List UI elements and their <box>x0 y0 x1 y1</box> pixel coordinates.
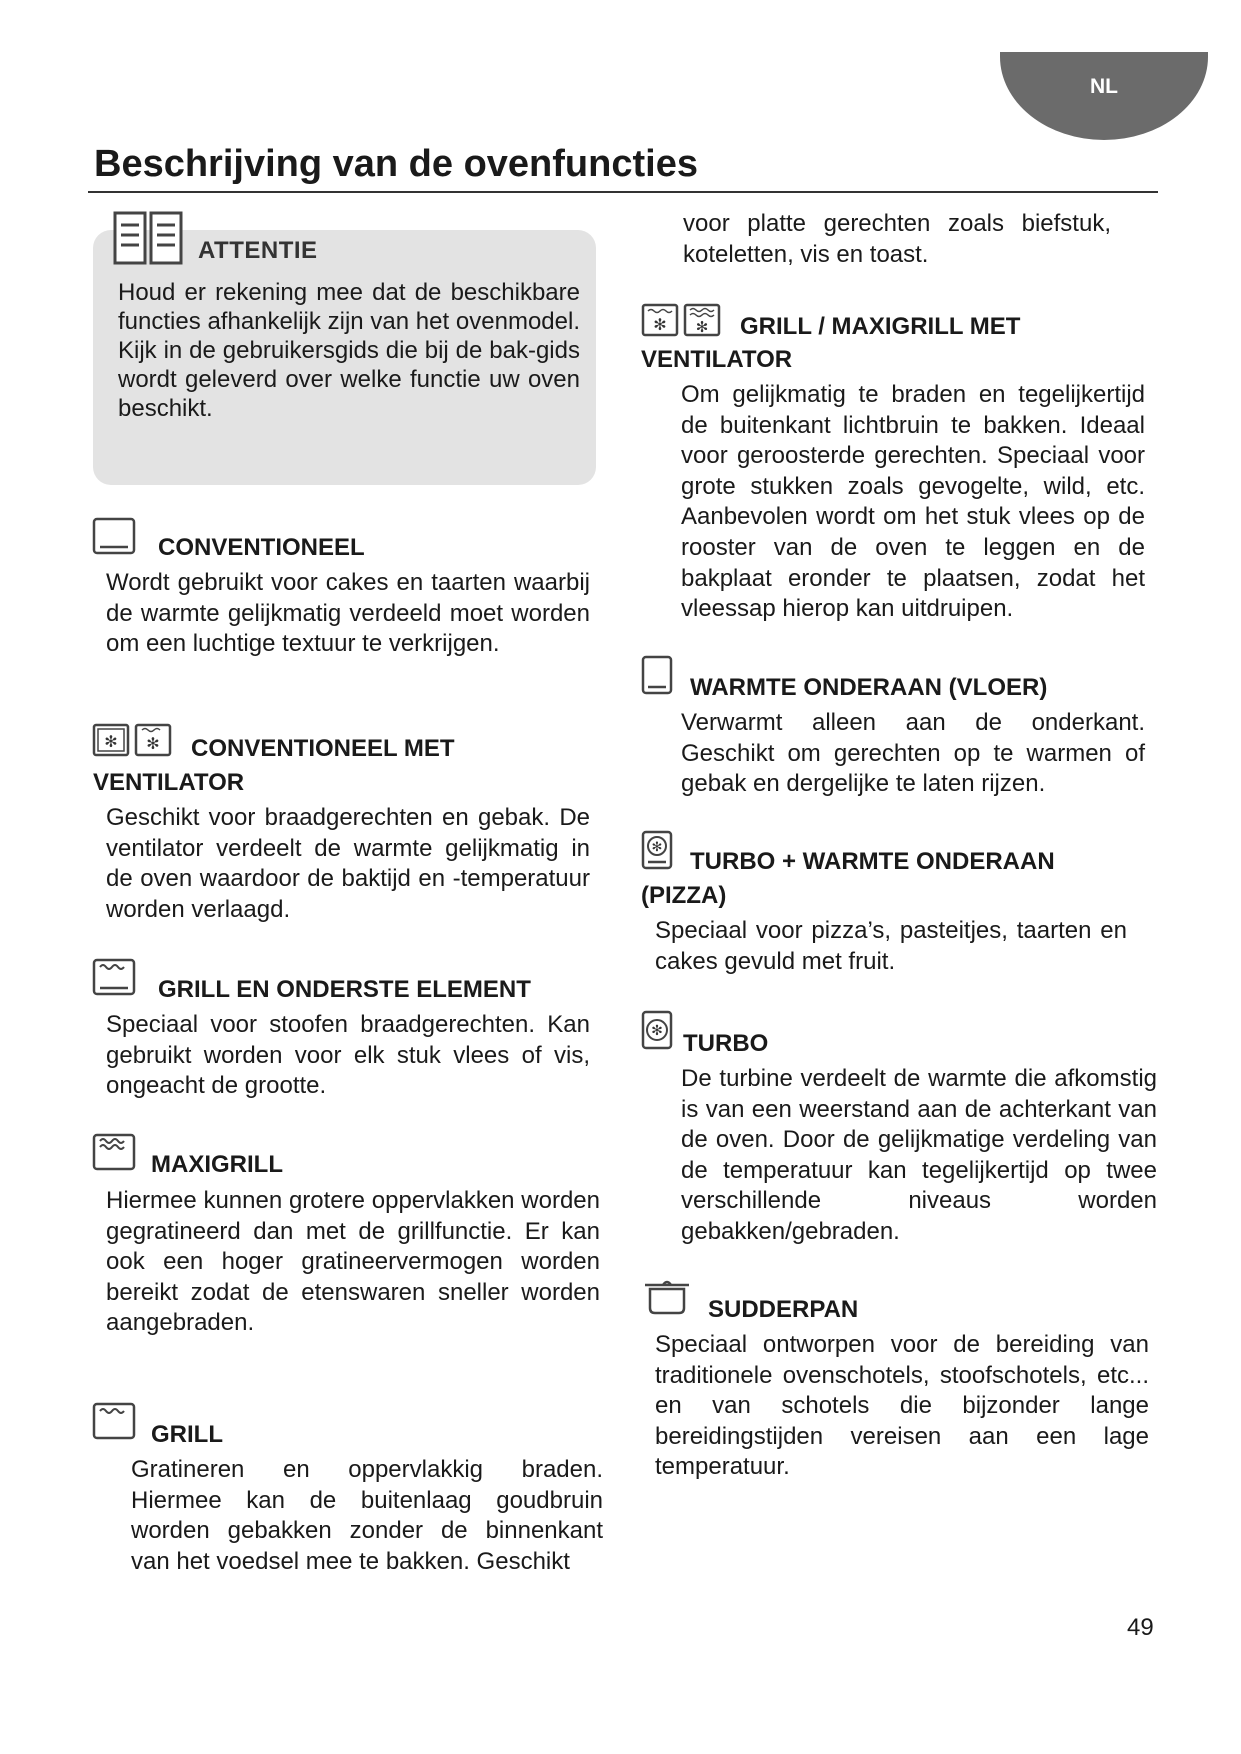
section-text-turbo-pizza: Speciaal voor pizza’s, pasteitjes, taarten en cakes gevuld met fruit. <box>655 917 1127 975</box>
oven-bottom-heat-icon <box>641 655 673 695</box>
attention-text: Houd er rekening mee dat de beschikbare functies afhankelijk zijn van het ovenmodel. Kijk in de gebruikersgids die bij de bak-gids wordt geleverd over welke functie uw oven beschikt. <box>118 279 580 422</box>
section-title-maxigrill: MAXIGRILL <box>151 1151 283 1178</box>
section-title-conventioneel: CONVENTIONEEL <box>158 534 365 561</box>
section-text-turbo: De turbine verdeelt de warmte die afkomstig is van een weerstand aan de achterkant van de oven. Door de gelijkmatige verdeling van de temperatuur kan tegelijkertijd op twee verschillende niveaus worden gebakken/gebraden. <box>681 1065 1157 1245</box>
section-text-maxigrill: Hiermee kunnen grotere oppervlakken worden gegratineerd dan met de grillfunctie. Er kan ook een hoger gratineervermogen worden bereikt zodat de etenswaren sneller worden aangebraden. <box>106 1187 600 1337</box>
svg-text:✻: ✻ <box>695 318 709 336</box>
section-text-conventioneel-ventilator: Geschikt voor braadgerechten en gebak. De ventilator verdeelt de warmte gelijkmatig in de oven waardoor de baktijd en -temperatuur worden verlaagd. <box>106 804 590 923</box>
section-title-warmte-onderaan: WARMTE ONDERAAN (VLOER) <box>690 674 1048 701</box>
svg-text:✻: ✻ <box>146 734 160 753</box>
section-title-turbo-pizza-2: (PIZZA) <box>641 882 727 909</box>
section-text-grill-onderste: Speciaal voor stoofen braadgerechten. Kan gebruikt worden voor elk stuk vlees of vis, ongeacht de grootte. <box>106 1011 590 1100</box>
oven-grill-icon <box>92 1402 136 1440</box>
section-title-conventioneel-ventilator-1: CONVENTIONEEL MET <box>191 735 455 762</box>
oven-fan-icon <box>92 723 172 757</box>
svg-text:✻: ✻ <box>651 1023 663 1039</box>
language-tab: NL <box>1000 52 1208 140</box>
section-title-sudderpan: SUDDERPAN <box>708 1296 859 1323</box>
oven-grill-fan-icon <box>641 303 721 337</box>
section-text-warmte-onderaan: Verwarmt alleen aan de onderkant. Geschikt om gerechten op te warmen of gebak en dergelijke te laten rijzen. <box>681 709 1145 798</box>
svg-text:✻: ✻ <box>651 840 663 855</box>
section-title-grill-onderste: GRILL EN ONDERSTE ELEMENT <box>158 976 531 1003</box>
section-text-grill-continuation: voor platte gerechten zoals biefstuk, koteletten, vis en toast. <box>683 210 1111 268</box>
book-icon <box>112 210 184 266</box>
section-text-grill: Gratineren en oppervlakkig braden. Hiermee kan de buitenlaag goudbruin worden gebakken zonder de binnenkant van het voedsel mee te bakken. Geschikt <box>131 1456 603 1575</box>
section-text-sudderpan: Speciaal ontworpen voor de bereiding van traditionele ovenschotels, stoofschotels, etc... en van schotels die bijzonder lange bereidingstijden vereisen aan een lage temperatuur. <box>655 1331 1149 1481</box>
section-title-grill-maxigrill-ventilator-1: GRILL / MAXIGRILL MET <box>740 313 1021 340</box>
oven-turbo-icon <box>641 1010 673 1050</box>
section-title-grill: GRILL <box>151 1421 223 1448</box>
section-text-grill-maxigrill-ventilator: Om gelijkmatig te braden en tegelijkertijd de buitenkant lichtbruin te bakken. Ideaal voor geroosterde gerechten. Speciaal voor grote stukken zoals gevogelte, wild, etc. Aanbevolen wordt om het stuk vlees op de rooster van de oven te leggen en de bakplaat eronder te plaatsen, zodat het vleessap hierop kan uitdruipen. <box>681 381 1145 623</box>
oven-conventional-icon <box>92 517 136 555</box>
section-title-grill-maxigrill-ventilator-2: VENTILATOR <box>641 346 793 373</box>
section-title-conventioneel-ventilator-2: VENTILATOR <box>93 769 245 796</box>
section-title-turbo: TURBO <box>683 1030 769 1057</box>
oven-grill-bottom-icon <box>92 958 136 996</box>
title-divider <box>88 191 1158 193</box>
pot-icon <box>643 1276 691 1316</box>
oven-maxigrill-icon <box>92 1133 136 1171</box>
page-number: 49 <box>1127 1614 1154 1641</box>
oven-turbo-bottom-icon <box>641 830 673 870</box>
section-title-turbo-pizza-1: TURBO + WARMTE ONDERAAN <box>690 848 1055 875</box>
page-title: Beschrijving van de ovenfuncties <box>94 143 698 185</box>
svg-text:✻: ✻ <box>104 732 118 751</box>
section-text-conventioneel: Wordt gebruikt voor cakes en taarten waarbij de warmte gelijkmatig verdeeld moet worden om een luchtige textuur te verkrijgen. <box>106 569 590 658</box>
svg-text:✻: ✻ <box>653 315 667 334</box>
attention-label: ATTENTIE <box>198 237 318 264</box>
